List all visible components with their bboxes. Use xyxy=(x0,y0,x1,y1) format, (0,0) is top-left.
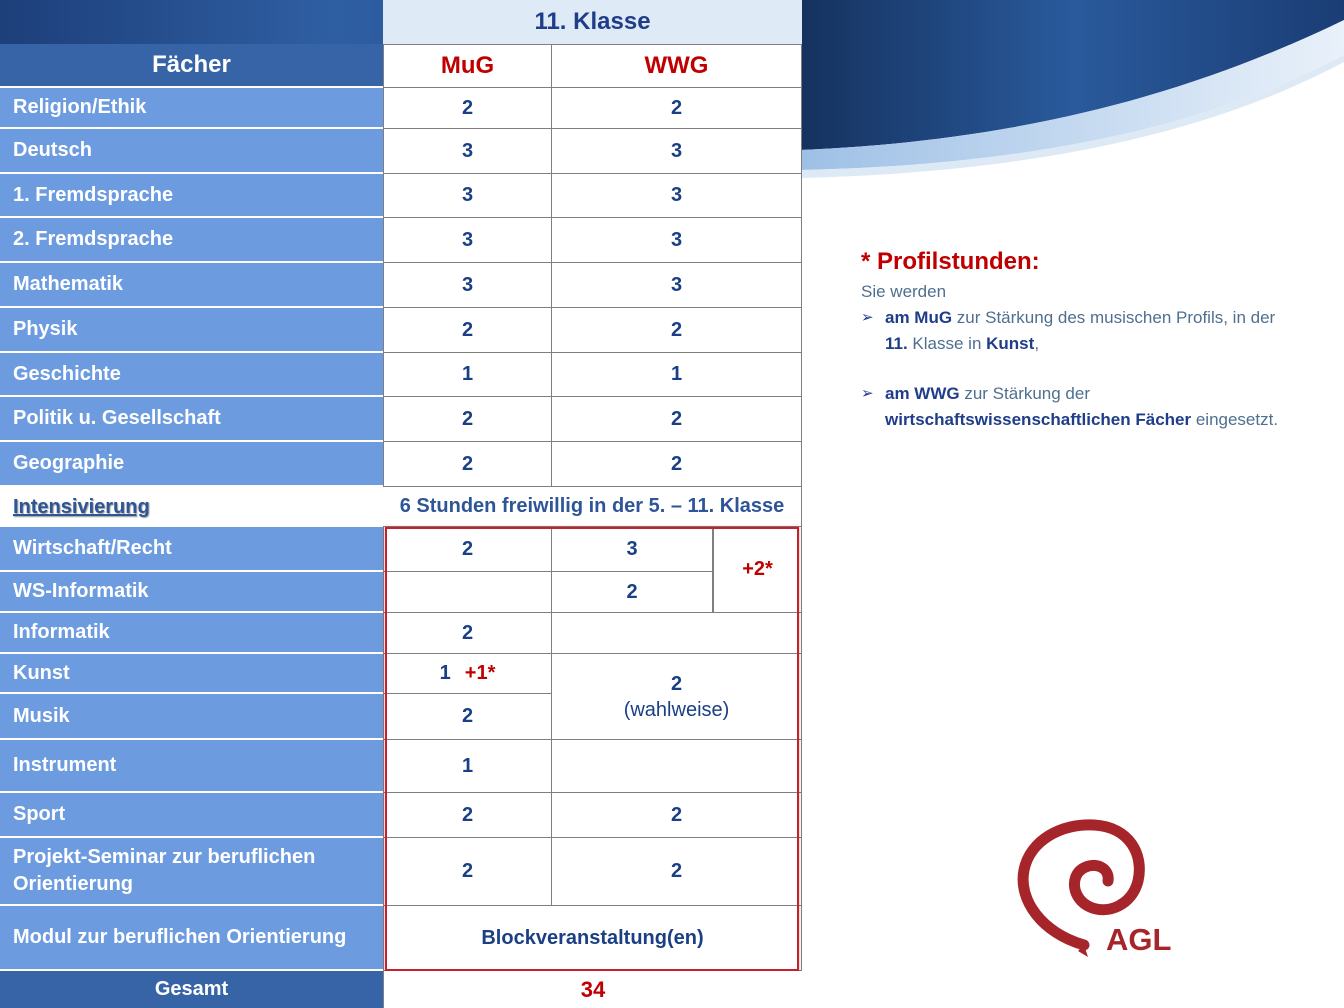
mug-hours: 2 xyxy=(383,442,552,487)
note-subjects: wirtschaftswissenschaftlichen Fächer xyxy=(885,410,1192,429)
note-grade: 11. xyxy=(885,334,908,353)
school-header-wwg: WWG xyxy=(552,44,802,88)
note-text: , xyxy=(1034,334,1040,353)
total-label: Gesamt xyxy=(0,971,383,1008)
note-subject: Kunst xyxy=(986,334,1035,353)
subject-label: Informatik xyxy=(0,613,383,654)
kunst-profile-bonus: +1* xyxy=(464,662,496,684)
wwg-hours: 2 xyxy=(552,442,802,487)
wwg-art-music-hours xyxy=(552,654,802,740)
mug-hours: 2 xyxy=(383,527,552,572)
note-text: eingesetzt. xyxy=(1191,410,1279,429)
wwg-hours: 3 xyxy=(552,129,802,174)
mug-hours-empty xyxy=(383,572,552,613)
subject-label: Politik u. Gesellschaft xyxy=(0,397,383,442)
wwg-hours-empty xyxy=(552,613,802,654)
subject-label: Kunst xyxy=(0,654,383,694)
subject-label: Mathematik xyxy=(0,263,383,308)
mug-hours: 2 xyxy=(383,838,552,906)
seminar-label-line1: Projekt-Seminar zur beruflichen xyxy=(13,846,316,868)
mug-hours: 1 xyxy=(383,740,552,793)
note-title: * Profilstunden: xyxy=(861,248,1040,275)
subject-label xyxy=(0,838,383,906)
wwg-hours: 3 xyxy=(552,527,713,572)
subject-label: Geschichte xyxy=(0,353,383,397)
subject-label: Musik xyxy=(0,694,383,740)
mug-hours: 2 xyxy=(383,613,552,654)
subject-label: Modul zur beruflichen Orientierung xyxy=(0,906,383,971)
grade-header: 11. Klasse xyxy=(383,0,802,44)
wwg-profile-bonus: +2* xyxy=(713,527,802,613)
wwg-hours: 3 xyxy=(552,263,802,308)
subject-label: Deutsch xyxy=(0,129,383,174)
subject-label: Geographie xyxy=(0,442,383,487)
mug-hours: 3 xyxy=(383,263,552,308)
mug-hours: 2 xyxy=(383,88,552,129)
mug-hours: 2 xyxy=(383,397,552,442)
modul-value: Blockveranstaltung(en) xyxy=(383,906,802,971)
subject-label: WS-Informatik xyxy=(0,572,383,613)
kunst-hours: 1 xyxy=(439,662,451,684)
note-item-mug xyxy=(861,305,1281,357)
note-text: Klasse in xyxy=(907,334,987,353)
mug-hours: 3 xyxy=(383,218,552,263)
wwg-hours: 2 xyxy=(552,88,802,129)
wwg-hours: 1 xyxy=(552,353,802,397)
wwg-hours: 2 xyxy=(552,308,802,353)
wwg-hours: 2 xyxy=(552,572,713,613)
arrow-bullet-icon: ➢ xyxy=(861,309,874,326)
arrow-bullet-icon: ➢ xyxy=(861,385,874,402)
note-mug-label: am MuG xyxy=(885,308,953,327)
note-text: zur Stärkung des musischen Profils, in der xyxy=(952,308,1276,327)
intensivierung-value: 6 Stunden freiwillig in der 5. – 11. Klasse xyxy=(383,487,802,527)
subject-label: Physik xyxy=(0,308,383,353)
profile-hours-note xyxy=(861,248,1281,457)
mug-hours: 2 xyxy=(383,308,552,353)
total-value: 34 xyxy=(383,971,802,1008)
mug-hours xyxy=(383,654,552,694)
intensivierung-label: Intensivierung xyxy=(0,487,383,527)
wwg-hours: 3 xyxy=(552,174,802,218)
mug-hours: 2 xyxy=(383,694,552,740)
subject-label: Wirtschaft/Recht xyxy=(0,527,383,572)
subjects-header: Fächer xyxy=(0,44,383,88)
mug-hours: 3 xyxy=(383,129,552,174)
wwg-hours: 3 xyxy=(552,218,802,263)
note-text: zur Stärkung der xyxy=(959,384,1091,403)
background-swoosh xyxy=(800,0,1344,240)
subject-label: Sport xyxy=(0,793,383,838)
wwg-hours: 2 xyxy=(552,838,802,906)
wwg-hours-empty xyxy=(552,740,802,793)
subject-label: 2. Fremdsprache xyxy=(0,218,383,263)
seminar-label-line2: Orientierung xyxy=(13,873,134,895)
note-wwg-label: am WWG xyxy=(885,384,960,403)
subject-label: Instrument xyxy=(0,740,383,793)
logo-text: AGL xyxy=(1106,922,1172,957)
note-item-wwg xyxy=(861,381,1281,433)
mug-hours: 1 xyxy=(383,353,552,397)
mug-hours: 3 xyxy=(383,174,552,218)
subject-label: Religion/Ethik xyxy=(0,88,383,129)
subject-label: 1. Fremdsprache xyxy=(0,174,383,218)
wwg-art-music-note: (wahlweise) xyxy=(623,698,730,721)
mug-hours: 2 xyxy=(383,793,552,838)
school-header-mug: MuG xyxy=(383,44,552,88)
note-intro: Sie werden xyxy=(861,282,947,301)
wwg-hours: 2 xyxy=(552,397,802,442)
wwg-hours: 2 xyxy=(552,793,802,838)
wwg-art-music-value: 2 xyxy=(670,672,683,695)
